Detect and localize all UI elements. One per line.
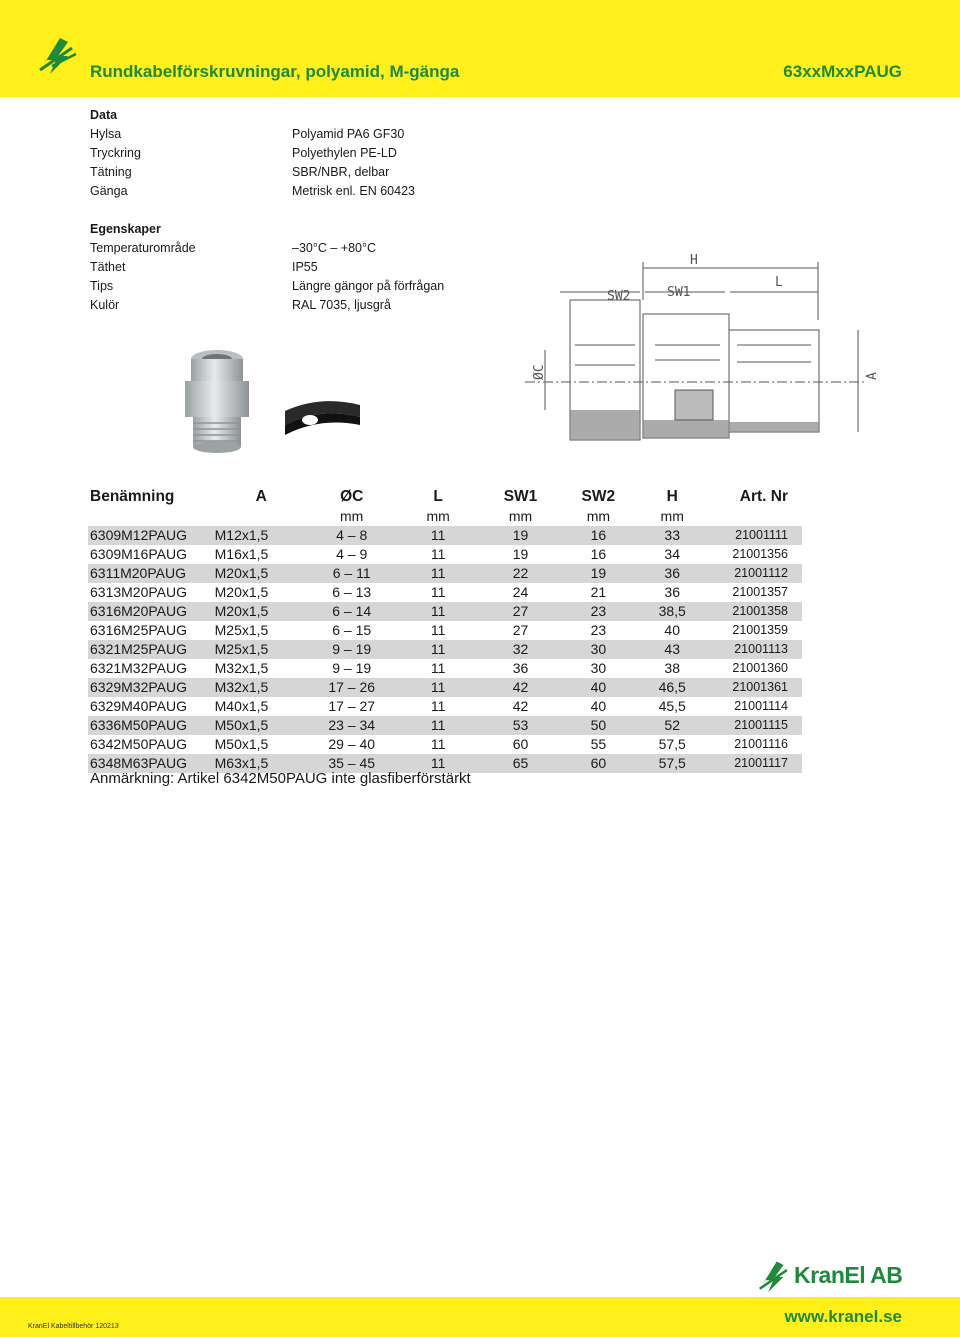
table-cell: 11 [396,526,481,545]
table-cell: 6311M20PAUG [88,564,215,583]
table-cell: 6321M32PAUG [90,660,188,676]
table-cell: M20x1,5 [214,584,269,600]
table-cell: 42 [512,698,529,714]
table-cell: 9 – 19 [308,640,396,659]
table-row [88,583,802,602]
product-series-code: 63xxMxxPAUG [783,62,902,81]
table-cell: M25x1,5 [214,622,269,638]
column-header: H [666,487,678,505]
table-cell: M50x1,5 [215,716,308,735]
table-cell: 27 [481,602,561,621]
spec-row: Kulör RAL 7035, ljusgrå [90,298,391,312]
table-cell: 6313M20PAUG [90,584,188,600]
table-cell: 65 [481,754,561,773]
column-header: A [255,487,267,505]
svg-text:ØC: ØC [532,364,547,380]
column-header: Art. Nr [739,487,788,505]
table-cell: 6342M50PAUG [90,736,188,752]
table-cell: 38,5 [636,602,708,621]
table-cell: 21001356 [732,547,788,561]
header-bar [0,0,960,97]
table-cell: M40x1,5 [214,698,269,714]
table-cell: 17 – 27 [328,698,376,714]
table-cell: 21001360 [732,661,788,675]
website-link[interactable]: www.kranel.se [784,1307,902,1326]
table-cell: 21001117 [708,754,802,773]
table-cell: 19 [481,526,561,545]
table-cell: 21001114 [734,699,788,713]
table-cell: 6309M16PAUG [90,546,188,562]
data-section [90,106,415,201]
table-row [88,621,802,640]
table-cell: 45,5 [658,698,686,714]
table-cell: 6 – 11 [308,564,396,583]
footer-bar [0,1297,960,1337]
table-cell: 6329M40PAUG [90,698,188,714]
table-cell: 24 [512,584,529,600]
svg-text:SW1: SW1 [667,285,691,300]
table-cell: 22 [481,564,561,583]
table-cell: 6336M50PAUG [88,716,215,735]
table-row [88,659,802,678]
table-cell: 11 [430,698,446,714]
table-cell: 11 [396,564,481,583]
table-header-row [88,485,802,507]
table-cell: 35 – 45 [308,754,396,773]
table-row [88,564,802,583]
table-cell: 27 [512,622,529,638]
spec-row: Temperaturområde –30°C – +80°C [90,241,377,255]
table-cell: M32x1,5 [215,678,308,697]
table-cell: 6 – 15 [332,622,372,638]
table-row [88,678,802,697]
table-cell: 21001113 [708,640,802,659]
spec-row: Hylsa Polyamid PA6 GF30 [90,127,405,141]
table-cell: 11 [396,640,481,659]
table-row [88,735,802,754]
table-cell: 40 [590,698,607,714]
table-cell: 38 [664,660,680,676]
table-cell: 34 [664,546,680,562]
table-cell: 21001359 [732,623,788,637]
table-cell: 6316M20PAUG [88,602,215,621]
svg-text:SW2: SW2 [607,289,631,304]
column-header: SW1 [503,487,538,505]
properties-section [90,220,445,315]
svg-text:L: L [775,275,783,290]
brand-name: KranEl AB [794,1262,903,1288]
table-cell: 33 [636,526,708,545]
table-cell: 40 [560,678,636,697]
table-cell: 11 [430,584,446,600]
page-title: Rundkabelförskruvningar, polyamid, M-gänga [90,62,460,81]
table-cell: 11 [396,678,481,697]
column-header: ØC [340,487,364,505]
table-cell: 4 – 8 [308,526,396,545]
column-header: L [433,487,443,505]
table-cell: M20x1,5 [215,602,308,621]
table-cell: 36 [512,660,529,676]
table-cell: 55 [590,736,607,752]
table-cell: 32 [481,640,561,659]
svg-text:A: A [865,372,880,380]
table-cell: 9 – 19 [332,660,372,676]
table-cell: 6309M12PAUG [88,526,215,545]
table-cell: 43 [636,640,708,659]
table-cell: 50 [560,716,636,735]
table-cell: 21001361 [708,678,802,697]
table-cell: 11 [396,754,481,773]
table-cell: 21001357 [732,585,788,599]
table-cell: 6321M25PAUG [88,640,215,659]
table-cell: 23 [590,622,607,638]
table-cell: 21001112 [708,564,802,583]
spec-row: Tips Längre gängor på förfrågan [90,279,445,293]
table-row [88,716,802,735]
table-row [88,545,802,564]
table-cell: 53 [481,716,561,735]
table-cell: 52 [636,716,708,735]
table-row [88,526,802,545]
table-cell: 57,5 [658,736,686,752]
kranel-lightning-logo-icon [38,34,78,76]
table-cell: M20x1,5 [215,564,308,583]
table-cell: 11 [430,660,446,676]
table-cell: 21001116 [734,737,788,751]
table-cell: M63x1,5 [215,754,308,773]
table-row [88,640,802,659]
data-heading: Data [90,108,118,122]
product-table [88,485,802,773]
table-cell: 4 – 9 [336,546,368,562]
table-cell: 6 – 13 [332,584,372,600]
table-cell: 21001111 [708,526,802,545]
column-header: SW2 [581,487,616,505]
table-cell: 19 [512,546,529,562]
table-units-row: mm mm mm mm mm [340,508,684,524]
spec-row: Tryckring Polyethylen PE-LD [90,146,397,160]
table-cell: 30 [590,660,607,676]
table-cell: 21001115 [708,716,802,735]
table-cell: M32x1,5 [214,660,269,676]
properties-heading: Egenskaper [90,222,161,236]
table-cell: 6 – 14 [308,602,396,621]
table-cell: 46,5 [636,678,708,697]
table-cell: 21001358 [708,602,802,621]
spec-row: Täthet IP55 [90,260,318,274]
table-row [88,602,802,621]
table-cell: M12x1,5 [215,526,308,545]
column-header: Benämning [90,487,175,505]
table-cell: 11 [430,736,446,752]
svg-text:H: H [690,253,698,268]
table-cell: 36 [664,584,680,600]
table-cell: 42 [481,678,561,697]
table-cell: 36 [636,564,708,583]
kranel-lightning-icon [758,1258,792,1294]
table-cell: 40 [664,622,680,638]
table-cell: 16 [590,546,607,562]
dimension-drawing [515,250,885,450]
table-cell: 6348M63PAUG [88,754,215,773]
table-cell: 17 – 26 [308,678,396,697]
table-cell: 11 [396,602,481,621]
table-cell: 60 [512,736,529,752]
table-cell: 19 [560,564,636,583]
table-cell: 57,5 [636,754,708,773]
table-cell: 21 [590,584,607,600]
table-note: Anmärkning: Artikel 6342M50PAUG inte glasfiberförstärkt [90,770,471,787]
brand-logo [758,1258,903,1294]
table-cell: 60 [560,754,636,773]
table-cell: 16 [560,526,636,545]
cable-gland-product-image [180,345,380,455]
table-cell: 11 [396,716,481,735]
table-cell: 6329M32PAUG [88,678,215,697]
table-cell: 23 [560,602,636,621]
table-cell: 30 [560,640,636,659]
table-cell: 11 [430,546,446,562]
footer-code: KranEl Kabeltillbehör 120213 [28,1323,119,1330]
table-cell: M25x1,5 [215,640,308,659]
table-cell: M50x1,5 [214,736,269,752]
table-cell: 11 [430,622,446,638]
table-row [88,697,802,716]
table-cell: M16x1,5 [214,546,269,562]
table-cell: 6316M25PAUG [90,622,188,638]
spec-row: Tätning SBR/NBR, delbar [90,165,390,179]
table-cell: 29 – 40 [328,736,376,752]
table-cell: 23 – 34 [308,716,396,735]
spec-row: Gänga Metrisk enl. EN 60423 [90,184,415,198]
